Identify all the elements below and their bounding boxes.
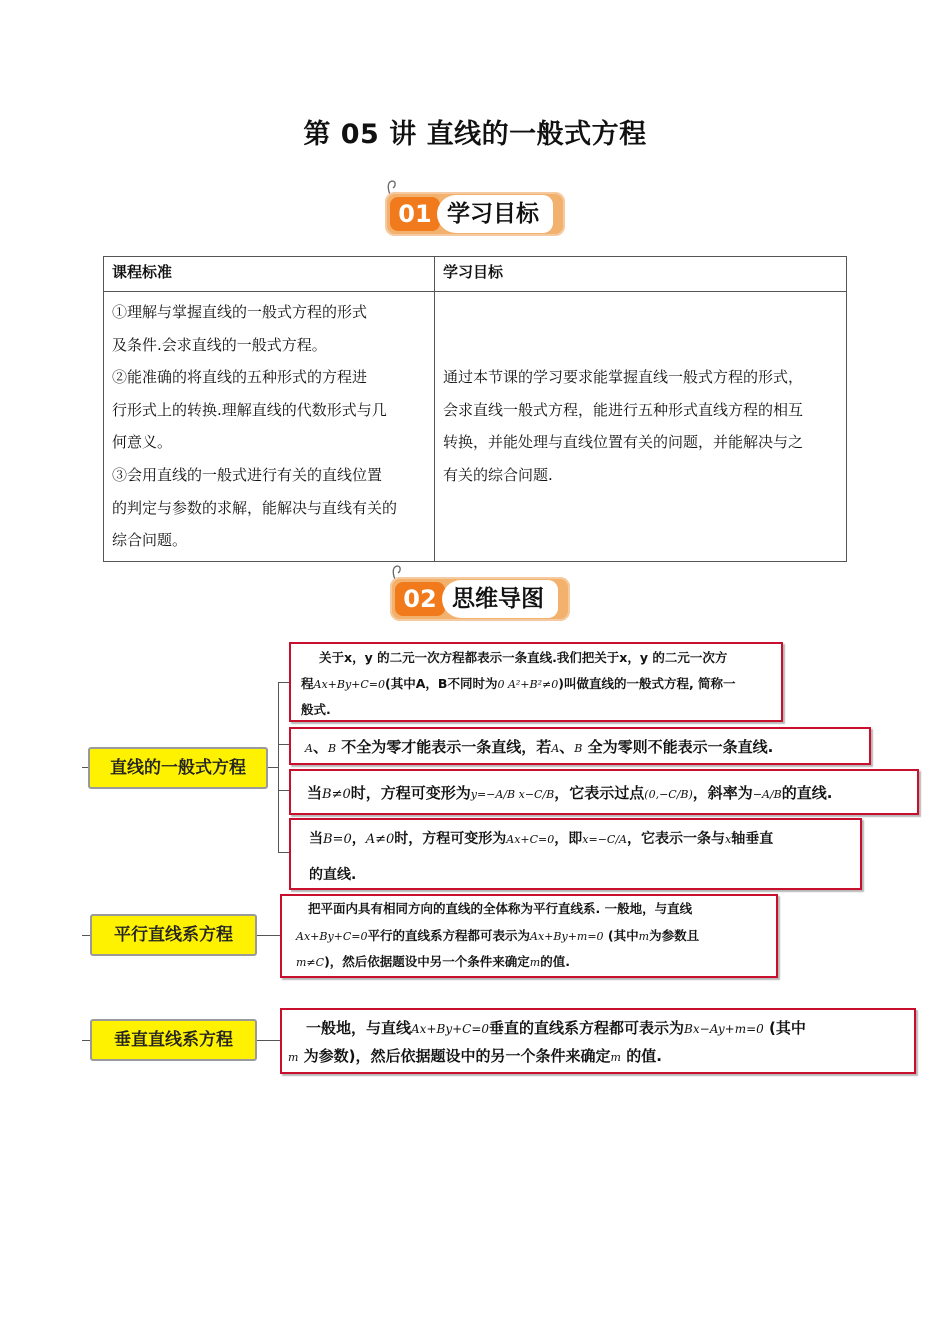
text-seg: (其中 xyxy=(769,1019,806,1037)
table-header-standard: 课程标准 xyxy=(104,257,435,292)
connector xyxy=(255,935,281,936)
text-seg: (其中 xyxy=(607,928,639,943)
branch-definition xyxy=(289,642,783,722)
goal-line: 有关的综合问题. xyxy=(443,465,553,484)
math: (0,−C/B) xyxy=(644,788,693,801)
table-header-goal: 学习目标 xyxy=(435,257,847,292)
math: A≠0 xyxy=(365,832,395,847)
math: x=−C/A xyxy=(582,833,627,846)
text-seg: ，斜率为 xyxy=(692,784,753,802)
text-seg: 平行的直线系方程都可表示为 xyxy=(367,928,531,943)
text-line xyxy=(296,952,768,970)
math: m xyxy=(610,1051,621,1064)
math: y=−A/B x−C/B xyxy=(470,788,555,801)
text-seg: )，然后依据题设中另一个条件来确定 xyxy=(324,954,530,969)
section-badge-goals xyxy=(385,192,565,238)
math: Ax+By+C=0 xyxy=(296,930,368,943)
math: x xyxy=(725,833,732,846)
branch-b-nonzero xyxy=(289,769,919,815)
math: m xyxy=(529,956,541,969)
text-seg: ，它表示一条与 xyxy=(627,831,725,847)
root-parallel-system: 平行直线系方程 xyxy=(90,914,257,956)
math: Ax+By+m=0 xyxy=(530,930,604,943)
math: B=0 xyxy=(323,832,352,847)
standard-line: 行形式上的转换.理解直线的代数形式与几 xyxy=(112,400,387,419)
math: Ax+By+C=0 xyxy=(313,678,386,691)
standard-line: 综合问题。 xyxy=(112,531,188,550)
text-seg: 为参数)，然后依据题设中的另一个条件来确定 xyxy=(303,1047,611,1065)
goal-line: 通过本节课的学习要求能掌握直线一般式方程的形式， xyxy=(443,368,804,387)
connector xyxy=(82,935,90,936)
text-seg: 程 xyxy=(301,676,314,691)
text-seg: 垂直的直线系方程都可表示为 xyxy=(489,1019,685,1037)
text-line xyxy=(307,782,909,803)
connector xyxy=(255,1040,281,1041)
section-number: 01 xyxy=(390,197,440,231)
text-line xyxy=(296,926,768,944)
text-seg: 的直线. xyxy=(781,784,833,802)
text-seg: ， xyxy=(351,831,366,847)
standard-line: 何意义。 xyxy=(112,433,173,452)
section-badge-mindmap xyxy=(390,577,570,623)
math: Ax+By+C=0 xyxy=(411,1022,490,1036)
standards-cell xyxy=(104,292,435,562)
branch-b-zero xyxy=(289,818,862,890)
text-line xyxy=(306,1017,906,1038)
math: B xyxy=(574,742,583,755)
text-line xyxy=(301,674,773,692)
text-seg: 、 xyxy=(559,738,575,756)
text-seg: 当 xyxy=(307,784,323,802)
standard-line: 及条件.会求直线的一般式方程。 xyxy=(112,335,327,354)
text-line: 把平面内具有相同方向的直线的全体称为平行直线系. 一般地，与直线 xyxy=(308,901,693,916)
text-line: 关于x，y 的二元一次方程都表示一条直线.我们把关于x，y 的二元一次方 xyxy=(319,650,728,665)
text-line xyxy=(305,736,861,757)
root-perpendicular-system: 垂直直线系方程 xyxy=(90,1019,257,1061)
connector xyxy=(82,1040,90,1041)
text-seg: 时，方程可变形为 xyxy=(350,784,471,802)
math: 0 A²+B²≠0 xyxy=(497,678,559,691)
math: m≠C xyxy=(296,956,325,969)
math: A xyxy=(305,742,313,755)
text-line: 般式. xyxy=(301,702,331,717)
text-line xyxy=(288,1045,906,1066)
text-line: 的直线. xyxy=(309,867,357,883)
text-seg: 当 xyxy=(309,831,323,847)
text-seg: 的值. xyxy=(540,954,570,969)
math: B xyxy=(327,742,337,755)
text-line xyxy=(309,828,852,848)
section-label: 思维导图 xyxy=(442,580,558,618)
text-seg: 一般地，与直线 xyxy=(306,1019,412,1037)
section-label: 学习目标 xyxy=(437,195,553,233)
goals-cell xyxy=(435,292,847,562)
text-seg: 、 xyxy=(312,738,328,756)
connector xyxy=(278,682,279,852)
page-title: 第 05 讲 直线的一般式方程 xyxy=(303,119,647,150)
goal-line: 会求直线一般式方程，能进行五种形式直线方程的相互 xyxy=(443,400,804,419)
parallel-system-box xyxy=(280,894,778,978)
math: −A/B xyxy=(752,788,782,801)
text-seg: 为参数且 xyxy=(649,928,700,943)
text-seg: 的值. xyxy=(626,1047,662,1065)
text-seg: (其中A，B不同时为 xyxy=(385,676,498,691)
text-seg: 不全为零才能表示一条直线，若 xyxy=(341,738,552,756)
goals-table xyxy=(103,256,847,562)
math: m xyxy=(288,1051,299,1064)
text-seg: )叫做直线的一般式方程, 简称一 xyxy=(558,676,736,691)
text-seg: 全为零则不能表示一条直线. xyxy=(587,738,774,756)
math: Ax+C=0 xyxy=(506,833,555,846)
text-seg: ，它表示过点 xyxy=(554,784,645,802)
text-seg: 时，方程可变形为 xyxy=(394,831,507,847)
math: A xyxy=(551,742,560,755)
text-seg: 轴垂直 xyxy=(731,831,774,847)
goal-line: 转换，并能处理与直线位置有关的问题，并能解决与之 xyxy=(443,433,804,452)
math: B≠0 xyxy=(322,787,351,802)
root-general-form: 直线的一般式方程 xyxy=(88,747,268,789)
standard-line: ②能准确的将直线的五种形式的方程进 xyxy=(112,368,368,387)
standard-line: ①理解与掌握直线的一般式方程的形式 xyxy=(112,303,368,321)
math: m xyxy=(638,930,650,943)
math: Bx−Ay+m=0 xyxy=(684,1022,764,1036)
section-number: 02 xyxy=(395,582,445,616)
branch-condition xyxy=(289,727,871,765)
standard-line: ③会用直线的一般式进行有关的直线位置 xyxy=(112,465,383,484)
perpendicular-system-box xyxy=(280,1008,916,1074)
text-seg: ，即 xyxy=(554,831,583,847)
standard-line: 的判定与参数的求解，能解决与直线有关的 xyxy=(112,498,398,517)
